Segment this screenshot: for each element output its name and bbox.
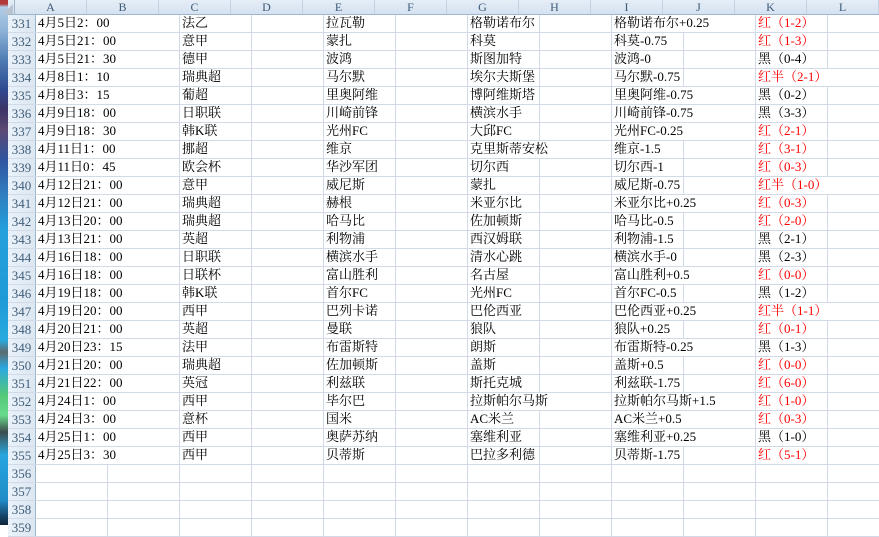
table-row[interactable] [8,15,879,33]
row-cells[interactable] [36,447,879,464]
row-cells[interactable] [36,51,879,68]
cell-result[interactable]: 黑（0-4） [758,51,817,68]
cell-league[interactable]: 韩K联 [182,123,220,140]
column-header-I[interactable]: I [591,0,663,14]
column-header-K[interactable]: K [735,0,807,14]
cell-league[interactable]: 英冠 [182,375,211,392]
cell-handicap[interactable]: 巴伦西亚+0.25 [614,303,699,320]
select-all-triangle-icon [3,4,13,14]
column-header-row [8,0,879,15]
table-row[interactable] [8,159,879,177]
cell-away[interactable]: 佐加顿斯 [470,213,525,230]
row-number[interactable]: 341 [8,195,36,212]
row-number[interactable]: 350 [8,357,36,374]
cell-handicap[interactable]: 哈马比-0.5 [614,213,677,230]
table-row[interactable] [8,519,879,537]
table-row[interactable] [8,69,879,87]
cell-result[interactable]: 黑（1-2） [758,285,817,302]
row-cells[interactable] [36,285,879,302]
row-cells[interactable] [36,519,879,536]
worksheet-grid [8,0,879,535]
cell-home[interactable]: 哈马比 [326,213,368,230]
row-number[interactable]: 354 [8,429,36,446]
row-number[interactable]: 337 [8,123,36,140]
table-row[interactable] [8,411,879,429]
row-cells[interactable] [36,141,879,158]
cell-handicap[interactable]: 狼队+0.25 [614,321,673,338]
row-number[interactable]: 331 [8,15,36,32]
table-row[interactable] [8,33,879,51]
row-number[interactable]: 343 [8,231,36,248]
table-row[interactable] [8,429,879,447]
cell-handicap[interactable]: 利物浦-1.5 [614,231,677,248]
column-header-B[interactable]: B [87,0,159,14]
cell-home[interactable]: 利物浦 [326,231,368,248]
cell-away[interactable]: 西汉姆联 [470,231,525,248]
column-header-G[interactable]: G [447,0,519,14]
cell-date[interactable]: 4月5日2：00 [38,15,113,32]
cell-date[interactable]: 4月11日0：45 [38,159,119,176]
cell-away[interactable]: 埃尔夫斯堡 [470,69,538,86]
cell-date[interactable]: 4月8日1：10 [38,69,113,86]
row-number[interactable]: 351 [8,375,36,392]
cell-handicap[interactable]: 光州FC-0.25 [614,123,686,140]
cell-home[interactable]: 曼联 [326,321,355,338]
cell-handicap[interactable]: 科莫-0.75 [614,33,670,50]
cell-away[interactable]: 光州FC [470,285,515,302]
row-cells[interactable] [36,501,879,518]
cell-home[interactable]: 贝蒂斯 [326,447,368,464]
column-header-F[interactable]: F [375,0,447,14]
cell-result[interactable]: 红（6-0） [758,375,817,392]
cell-away[interactable]: 拉斯帕尔马斯 [470,393,551,410]
cell-handicap[interactable]: 布雷斯特-0.25 [614,339,696,356]
cell-handicap[interactable]: 切尔西-1 [614,159,667,176]
cell-away[interactable]: 狼队 [470,321,499,338]
cell-handicap[interactable]: 横滨水手-0 [614,249,680,266]
row-number[interactable]: 353 [8,411,36,428]
table-row[interactable] [8,213,879,231]
row-cells[interactable] [36,69,879,86]
cell-handicap[interactable]: 盖斯+0.5 [614,357,667,374]
row-cells[interactable] [36,429,879,446]
row-number[interactable]: 336 [8,105,36,122]
cell-league[interactable]: 英超 [182,231,211,248]
cell-away[interactable]: 斯托克城 [470,375,525,392]
cell-home[interactable]: 佐加顿斯 [326,357,381,374]
cell-home[interactable]: 富山胜利 [326,267,381,284]
cell-result[interactable]: 黑（2-3） [758,249,817,266]
row-number[interactable]: 338 [8,141,36,158]
cell-league[interactable]: 西甲 [182,447,211,464]
cell-league[interactable]: 西甲 [182,303,211,320]
cell-home[interactable]: 奥萨苏纳 [326,429,381,446]
cell-league[interactable]: 日职联 [182,249,224,266]
row-number[interactable]: 348 [8,321,36,338]
table-row[interactable] [8,483,879,501]
cell-league[interactable]: 瑞典超 [182,195,224,212]
row-number[interactable]: 342 [8,213,36,230]
cell-date[interactable]: 4月20日21：00 [38,321,126,338]
cell-home[interactable]: 横滨水手 [326,249,381,266]
row-cells[interactable] [36,159,879,176]
table-row[interactable] [8,231,879,249]
cell-handicap[interactable]: 富山胜利+0.5 [614,267,693,284]
cell-away[interactable]: 朗斯 [470,339,499,356]
table-row[interactable] [8,465,879,483]
table-row[interactable] [8,141,879,159]
row-number[interactable]: 355 [8,447,36,464]
cell-handicap[interactable]: 塞维利亚+0.25 [614,429,699,446]
cell-date[interactable]: 4月16日18：00 [38,267,126,284]
row-cells[interactable] [36,213,879,230]
cell-handicap[interactable]: 里奥阿维-0.75 [614,87,696,104]
cell-league[interactable]: 西甲 [182,393,211,410]
cell-date[interactable]: 4月9日18：30 [38,123,119,140]
row-cells[interactable] [36,105,879,122]
cell-league[interactable]: 意甲 [182,177,211,194]
cell-result[interactable]: 黑（3-3） [758,105,817,122]
column-header-L[interactable]: L [807,0,879,14]
cell-handicap[interactable]: 米亚尔比+0.25 [614,195,699,212]
cell-date[interactable]: 4月21日22：00 [38,375,126,392]
row-cells[interactable] [36,87,879,104]
cell-result[interactable]: 红（3-1） [758,141,817,158]
cell-handicap[interactable]: 维京-1.5 [614,141,664,158]
cell-home[interactable]: 威尼斯 [326,177,368,194]
cell-away[interactable]: 博阿维斯塔 [470,87,538,104]
cell-league[interactable]: 韩K联 [182,285,220,302]
table-row[interactable] [8,339,879,357]
cell-date[interactable]: 4月12日21：00 [38,195,126,212]
cell-league[interactable]: 瑞典超 [182,213,224,230]
table-row[interactable] [8,321,879,339]
cell-date[interactable]: 4月19日18：00 [38,285,126,302]
cell-date[interactable]: 4月19日20：00 [38,303,126,320]
cell-result[interactable]: 红（0-3） [758,159,817,176]
table-row[interactable] [8,51,879,69]
cell-league[interactable]: 法乙 [182,15,211,32]
cell-home[interactable]: 维京 [326,141,355,158]
cell-date[interactable]: 4月25日1：00 [38,429,119,446]
row-number[interactable]: 346 [8,285,36,302]
cell-handicap[interactable]: 马尔默-0.75 [614,69,683,86]
row-cells[interactable] [36,339,879,356]
row-cells[interactable] [36,249,879,266]
table-row[interactable] [8,393,879,411]
cell-result[interactable]: 红（0-1） [758,321,817,338]
cell-away[interactable]: AC米兰 [470,411,517,428]
cell-result[interactable]: 红（2-1） [758,123,817,140]
cell-result[interactable]: 红（2-0） [758,213,817,230]
row-number[interactable]: 357 [8,483,36,500]
row-number[interactable]: 359 [8,519,36,536]
row-cells[interactable] [36,321,879,338]
table-row[interactable] [8,357,879,375]
cell-result[interactable]: 红（0-0） [758,267,817,284]
row-cells[interactable] [36,375,879,392]
table-row[interactable] [8,123,879,141]
cell-away[interactable]: 切尔西 [470,159,512,176]
cell-home[interactable]: 马尔默 [326,69,368,86]
cell-league[interactable]: 意甲 [182,33,211,50]
row-cells[interactable] [36,483,879,500]
cell-home[interactable]: 光州FC [326,123,371,140]
row-number[interactable]: 340 [8,177,36,194]
row-cells[interactable] [36,267,879,284]
cell-result[interactable]: 红（0-3） [758,195,817,212]
cell-date[interactable]: 4月13日20：00 [38,213,126,230]
row-cells[interactable] [36,303,879,320]
row-number[interactable]: 345 [8,267,36,284]
cell-league[interactable]: 挪超 [182,141,211,158]
table-row[interactable] [8,303,879,321]
cell-league[interactable]: 瑞典超 [182,357,224,374]
cell-date[interactable]: 4月13日21：00 [38,231,126,248]
cell-home[interactable]: 利兹联 [326,375,368,392]
row-number[interactable]: 339 [8,159,36,176]
column-header-E[interactable]: E [303,0,375,14]
cell-date[interactable]: 4月24日3：00 [38,411,119,428]
row-cells[interactable] [36,33,879,50]
cell-result[interactable]: 红（1-0） [758,393,817,410]
cell-handicap[interactable]: 拉斯帕尔马斯+1.5 [614,393,719,410]
cell-league[interactable]: 欧会杯 [182,159,224,176]
cell-home[interactable]: 布雷斯特 [326,339,381,356]
row-number[interactable]: 334 [8,69,36,86]
cell-date[interactable]: 4月5日21：00 [38,33,119,50]
row-number[interactable]: 333 [8,51,36,68]
cell-date[interactable]: 4月20日23：15 [38,339,126,356]
cell-result[interactable]: 红（1-3） [758,33,817,50]
cell-home[interactable]: 波鸿 [326,51,355,68]
cell-away[interactable]: 巴拉多利德 [470,447,538,464]
cell-away[interactable]: 清水心跳 [470,249,525,266]
cell-home[interactable]: 首尔FC [326,285,371,302]
cell-result[interactable]: 黑（1-0） [758,429,817,446]
cell-league[interactable]: 日联杯 [182,267,224,284]
row-cells[interactable] [36,411,879,428]
cell-home[interactable]: 里奥阿维 [326,87,381,104]
cell-home[interactable]: 华沙军团 [326,159,381,176]
cell-home[interactable]: 国米 [326,411,355,428]
row-number[interactable]: 344 [8,249,36,266]
cell-home[interactable]: 巴列卡诺 [326,303,381,320]
column-header-H[interactable]: H [519,0,591,14]
row-cells[interactable] [36,393,879,410]
cell-result[interactable]: 红半（2-1） [758,69,830,86]
column-headers [15,0,879,14]
column-header-J[interactable]: J [663,0,735,14]
cell-date[interactable]: 4月11日1：00 [38,141,119,158]
column-header-D[interactable]: D [231,0,303,14]
row-cells[interactable] [36,15,879,32]
cell-home[interactable]: 赫根 [326,195,355,212]
column-header-C[interactable]: C [159,0,231,14]
cell-away[interactable]: 名古屋 [470,267,512,284]
row-cells[interactable] [36,357,879,374]
cell-date[interactable]: 4月8日3：15 [38,87,113,104]
cell-home[interactable]: 拉瓦勒 [326,15,368,32]
cell-away[interactable]: 横滨水手 [470,105,525,122]
row-number[interactable]: 335 [8,87,36,104]
select-all-corner[interactable] [8,0,15,14]
table-row[interactable] [8,177,879,195]
cell-away[interactable]: 克里斯蒂安松 [470,141,551,158]
table-row[interactable] [8,195,879,213]
cell-handicap[interactable]: 威尼斯-0.75 [614,177,683,194]
cell-home[interactable]: 毕尔巴 [326,393,368,410]
table-row[interactable] [8,501,879,519]
row-cells[interactable] [36,195,879,212]
cell-league[interactable]: 瑞典超 [182,69,224,86]
row-cells[interactable] [36,123,879,140]
row-number[interactable]: 358 [8,501,36,518]
table-row[interactable] [8,267,879,285]
row-number[interactable]: 347 [8,303,36,320]
desktop-edge-strip [0,0,8,525]
table-row[interactable] [8,285,879,303]
cell-result[interactable]: 红（5-1） [758,447,817,464]
cell-date[interactable]: 4月5日21：30 [38,51,119,68]
cell-result[interactable]: 黑（2-1） [758,231,817,248]
cell-result[interactable]: 红（0-0） [758,357,817,374]
cell-result[interactable]: 黑（1-3） [758,339,817,356]
cell-handicap[interactable]: 格勒诺布尔+0.25 [614,15,712,32]
cell-handicap[interactable]: 贝蒂斯-1.75 [614,447,683,464]
cell-result[interactable]: 黑（0-2） [758,87,817,104]
cell-league[interactable]: 意杯 [182,411,211,428]
cell-away[interactable]: 大邱FC [470,123,515,140]
row-number[interactable]: 349 [8,339,36,356]
cell-away[interactable]: 巴伦西亚 [470,303,525,320]
cell-date[interactable]: 4月25日3：30 [38,447,119,464]
cell-date[interactable]: 4月24日1：00 [38,393,119,410]
cell-handicap[interactable]: 利兹联-1.75 [614,375,683,392]
cell-league[interactable]: 法甲 [182,339,211,356]
cell-away[interactable]: 盖斯 [470,357,499,374]
cell-date[interactable]: 4月12日21：00 [38,177,126,194]
cell-result[interactable]: 红（0-3） [758,411,817,428]
cell-handicap[interactable]: AC米兰+0.5 [614,411,685,428]
sheet-rows [8,15,879,537]
cell-handicap[interactable]: 川崎前锋-0.75 [614,105,696,122]
cell-league[interactable]: 德甲 [182,51,211,68]
row-number[interactable]: 332 [8,33,36,50]
row-cells[interactable] [36,465,879,482]
table-row[interactable] [8,447,879,465]
cell-result[interactable]: 红（1-2） [758,15,817,32]
cell-home[interactable]: 川崎前锋 [326,105,381,122]
cell-home[interactable]: 蒙扎 [326,33,355,50]
cell-handicap[interactable]: 波鸿-0 [614,51,654,68]
cell-away[interactable]: 塞维利亚 [470,429,525,446]
row-cells[interactable] [36,231,879,248]
cell-away[interactable]: 斯图加特 [470,51,525,68]
cell-date[interactable]: 4月16日18：00 [38,249,126,266]
table-row[interactable] [8,249,879,267]
cell-date[interactable]: 4月21日20：00 [38,357,126,374]
cell-away[interactable]: 格勒诺布尔 [470,15,538,32]
table-row[interactable] [8,87,879,105]
cell-away[interactable]: 米亚尔比 [470,195,525,212]
cell-away[interactable]: 科莫 [470,33,499,50]
cell-handicap[interactable]: 首尔FC-0.5 [614,285,679,302]
column-header-A[interactable]: A [15,0,87,14]
cell-league[interactable]: 葡超 [182,87,211,104]
row-number[interactable]: 352 [8,393,36,410]
row-number[interactable]: 356 [8,465,36,482]
cell-away[interactable]: 蒙扎 [470,177,499,194]
table-row[interactable] [8,375,879,393]
cell-result[interactable]: 红半（1-1） [758,303,830,320]
cell-league[interactable]: 日职联 [182,105,224,122]
row-cells[interactable] [36,177,879,194]
cell-date[interactable]: 4月9日18：00 [38,105,119,122]
cell-league[interactable]: 西甲 [182,429,211,446]
cell-league[interactable]: 英超 [182,321,211,338]
table-row[interactable] [8,105,879,123]
cell-result[interactable]: 红半（1-0） [758,177,830,194]
